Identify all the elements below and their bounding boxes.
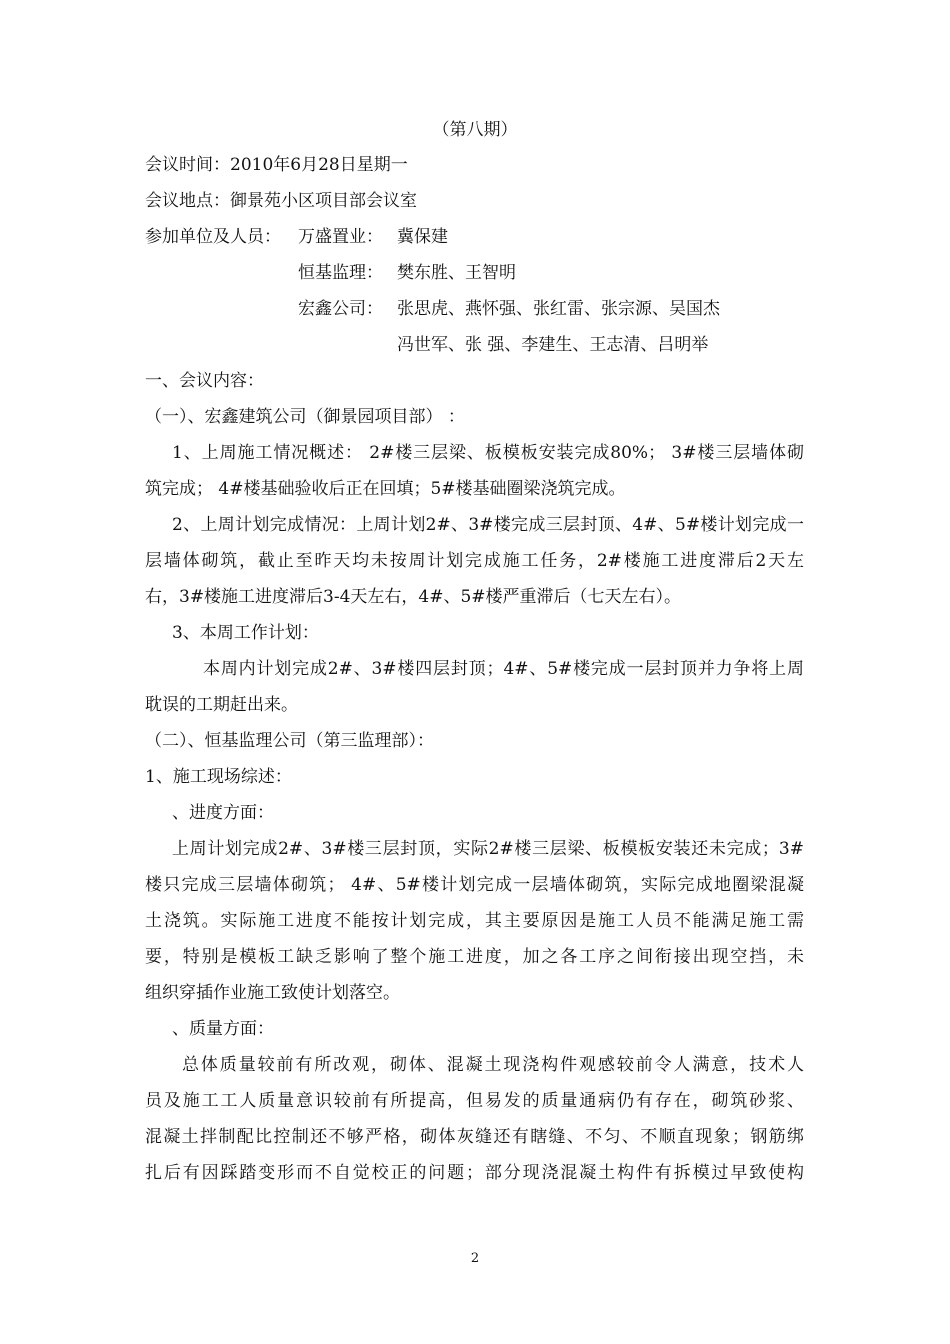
sub-heading: 1、施工现场综述： [145, 767, 292, 787]
paragraph-line: 楼只完成三层墙体砌筑； 4#、5#楼计划完成一层墙体砌筑，实际完成地圈梁混凝 [145, 875, 804, 895]
attendee-names-continued: 冯世军、张 强、李建生、王志清、吕明举 [397, 335, 709, 355]
part-two-heading: （二）、恒基监理公司（第三监理部）： [145, 731, 434, 751]
attendee-org: 恒基监理： [298, 263, 383, 283]
paragraph-line: 员及施工工人质量意识较前有所提高，但易发的质量通病仍有存在，砌筑砂浆、 [145, 1091, 804, 1111]
paragraph-line: 要，特别是模板工缺乏影响了整个施工进度，加之各工序之间衔接出现空挡，未 [145, 947, 804, 967]
meeting-time: 会议时间：2010年6月28日星期一 [145, 155, 408, 175]
paragraph-line: 层墙体砌筑，截止至昨天均未按周计划完成施工任务，2#楼施工进度滞后2天左 [145, 551, 804, 571]
paragraph-line: 耽误的工期赶出来。 [145, 695, 298, 715]
section-heading: 一、会议内容： [145, 371, 264, 391]
paragraph-line: 组织穿插作业施工致使计划落空。 [145, 983, 400, 1003]
paragraph-line: 土浇筑。实际施工进度不能按计划完成，其主要原因是施工人员不能满足施工需 [145, 911, 804, 931]
sub-heading: 、质量方面： [172, 1019, 274, 1039]
sub-heading: 、进度方面： [172, 803, 274, 823]
attendee-names: 樊东胜、王智明 [397, 263, 516, 283]
issue-title: （第八期） [432, 120, 518, 140]
attendee-org: 宏鑫公司： [298, 299, 383, 319]
attendee-names: 张思虎、燕怀强、张红雷、张宗源、吴国杰 [397, 299, 720, 319]
paragraph-line: 混凝土拌制配比控制还不够严格，砌体灰缝还有瞎缝、不匀、不顺直现象；钢筋绑 [145, 1127, 804, 1147]
meeting-place: 会议地点：御景苑小区项目部会议室 [145, 191, 417, 211]
paragraph-line: 扎后有因踩踏变形而不自觉校正的问题；部分现浇混凝土构件有拆模过早致使构 [145, 1163, 804, 1183]
attendees-label: 参加单位及人员： [145, 227, 281, 247]
paragraph-line: 总体质量较前有所改观，砌体、混凝土现浇构件观感较前令人满意，技术人 [182, 1055, 804, 1075]
part-one-heading: （一）、宏鑫建筑公司（御景园项目部） ： [145, 407, 465, 427]
paragraph-line: 上周计划完成2#、3#楼三层封顶，实际2#楼三层梁、板模板安装还未完成；3# [172, 839, 804, 859]
paragraph-line: 1、上周施工情况概述： 2#楼三层梁、板模板安装完成80%； 3#楼三层墙体砌 [172, 443, 804, 463]
page-number: 2 [470, 1251, 480, 1266]
attendee-names: 冀保建 [397, 227, 448, 247]
paragraph-line: 右，3#楼施工进度滞后3-4天左右，4#、5#楼严重滞后（七天左右）。 [145, 587, 682, 607]
item-title: 3、本周工作计划： [172, 623, 319, 643]
attendee-org: 万盛置业： [298, 227, 383, 247]
paragraph-line: 筑完成； 4#楼基础验收后正在回填；5#楼基础圈梁浇筑完成。 [145, 479, 626, 499]
paragraph-line: 本周内计划完成2#、3#楼四层封顶；4#、5#楼完成一层封顶并力争将上周 [203, 659, 804, 679]
paragraph-line: 2、上周计划完成情况：上周计划2#、3#楼完成三层封顶、4#、5#楼计划完成一 [172, 515, 804, 535]
